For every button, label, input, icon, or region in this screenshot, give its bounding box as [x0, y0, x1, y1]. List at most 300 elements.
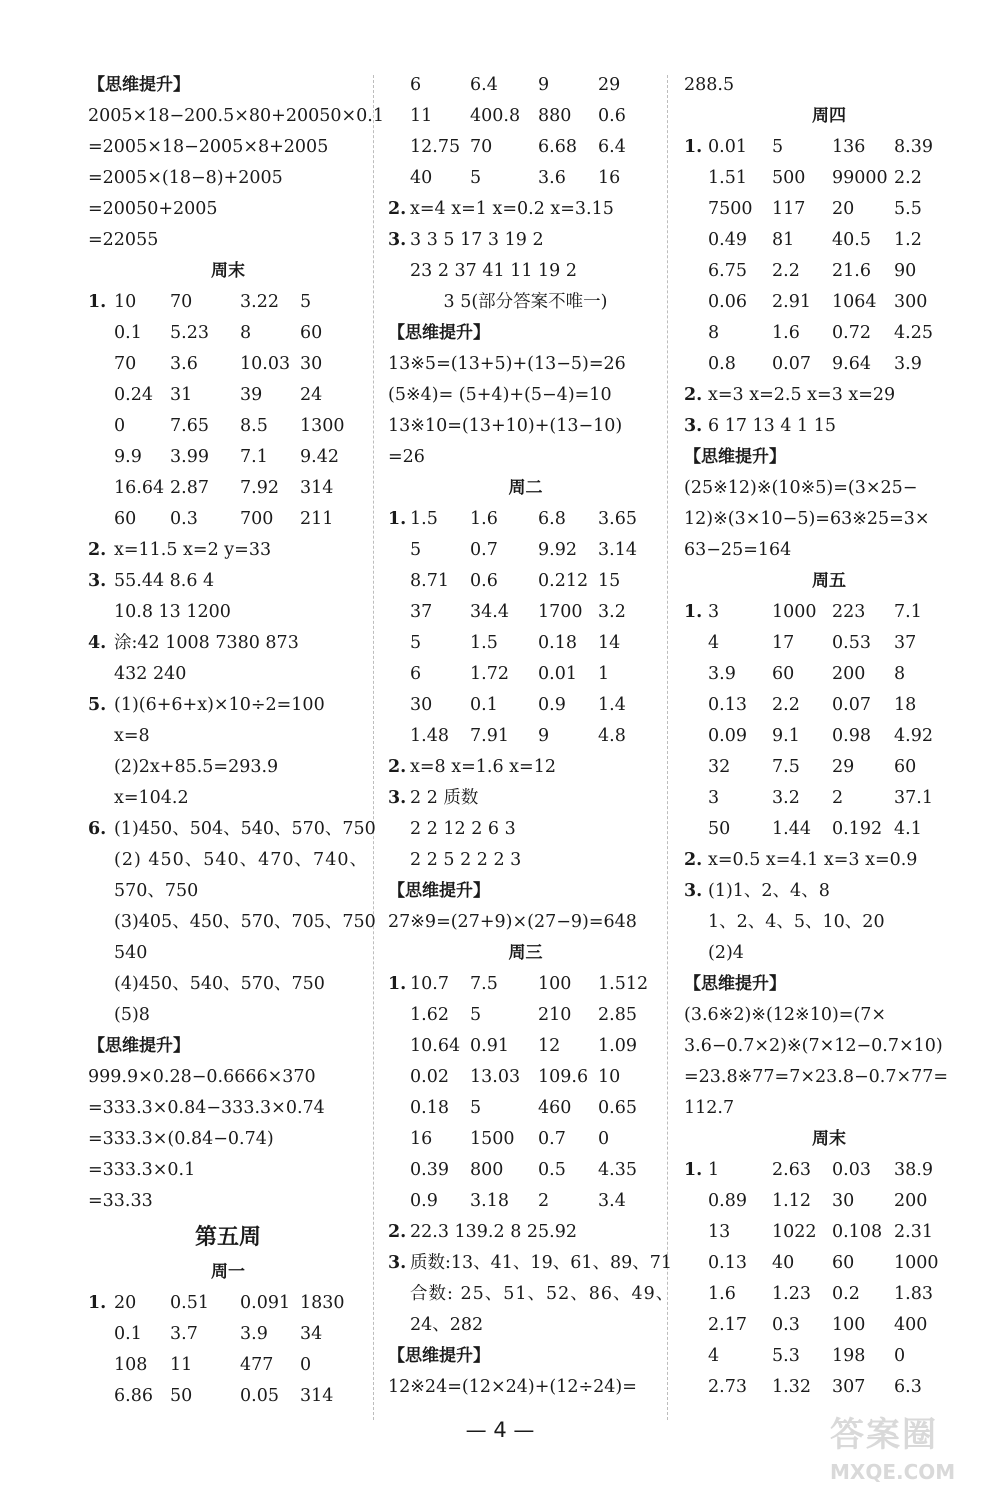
answer-cell: 117	[772, 199, 806, 219]
answer-cell: 9	[538, 75, 550, 95]
answer-cell: 60	[300, 323, 323, 343]
answer-line	[388, 1279, 675, 1310]
day-heading: 周末	[812, 1129, 846, 1149]
answer-cell: 0.24	[114, 385, 153, 405]
answer-cell: 3.18	[470, 1191, 509, 1211]
answer-cell: 15	[598, 571, 621, 591]
answer-cell: 211	[300, 509, 334, 529]
answer-line	[388, 411, 663, 442]
answer-row	[388, 504, 663, 535]
answer-cell: 100	[832, 1315, 866, 1335]
answer-cell: 1.72	[470, 664, 509, 684]
answer-line	[88, 659, 368, 690]
answer-cell: 2.63	[772, 1160, 811, 1180]
answer-cell: 0.091	[240, 1293, 291, 1313]
answer-row	[388, 1000, 663, 1031]
answer-cell: 29	[832, 757, 855, 777]
answer-cell: 5.5	[894, 199, 922, 219]
answer-text: 12)※(3×10−5)=63※25=3×	[684, 509, 930, 529]
answer-line	[88, 1062, 368, 1093]
answer-cell: 3.4	[598, 1191, 626, 1211]
answer-text: =2005×(18−8)+2005	[88, 168, 283, 188]
answer-row	[388, 1186, 663, 1217]
answer-cell: 0.98	[832, 726, 871, 746]
answer-line	[88, 938, 368, 969]
answer-cell: 1.2	[894, 230, 922, 250]
answer-cell: 460	[538, 1098, 572, 1118]
question-number: 3.	[684, 416, 703, 436]
answer-text: x=0.5 x=4.1 x=3 x=0.9	[708, 850, 918, 870]
answer-cell: 1.44	[772, 819, 811, 839]
answer-row	[388, 969, 663, 1000]
answer-cell: 7.1	[894, 602, 922, 622]
answer-text: (2)2x+85.5=293.9	[114, 757, 279, 777]
answer-text: 涂:42 1008 7380 873	[114, 633, 299, 653]
day-heading: 周三	[508, 943, 543, 963]
answer-cell: 2.31	[894, 1222, 933, 1242]
answer-line	[388, 752, 663, 783]
answer-cell: 12.75	[410, 137, 461, 157]
answer-cell: 2.87	[170, 478, 209, 498]
answer-row	[684, 1279, 974, 1310]
answer-cell: 223	[832, 602, 866, 622]
answer-line	[88, 907, 376, 938]
answer-text: =26	[388, 447, 425, 467]
answer-text: 55.44 8.6 4	[114, 571, 215, 591]
answer-cell: 40	[410, 168, 433, 188]
answer-cell: 0	[598, 1129, 610, 1149]
answer-line	[388, 1248, 673, 1279]
answer-row	[684, 597, 974, 628]
answer-cell: 5	[410, 540, 422, 560]
answer-row	[684, 194, 974, 225]
answer-line	[388, 442, 663, 473]
answer-line	[88, 752, 368, 783]
answer-line	[388, 256, 663, 287]
answer-row	[388, 628, 663, 659]
answer-row	[684, 783, 974, 814]
answer-cell: 14	[598, 633, 621, 653]
answer-row	[684, 1186, 974, 1217]
answer-row	[684, 225, 974, 256]
answer-line	[684, 380, 974, 411]
answer-cell: 400	[894, 1315, 928, 1335]
answer-cell: 40	[772, 1253, 795, 1273]
answer-cell: 0.108	[832, 1222, 883, 1242]
thinking-section-title: 【思维提升】	[388, 1346, 490, 1366]
answer-text: 13※10=(13+10)+(13−10)	[388, 416, 623, 436]
question-number: 3.	[388, 230, 407, 250]
answer-line	[388, 814, 663, 845]
answer-text: (1)450、504、540、570、750	[114, 819, 376, 839]
answer-text: =333.3×0.1	[88, 1160, 196, 1180]
question-number: 2.	[388, 1222, 407, 1242]
answer-text: 24、282	[410, 1315, 484, 1335]
day-heading: 周末	[211, 261, 245, 281]
answer-cell: 8	[708, 323, 720, 343]
answer-row	[388, 690, 663, 721]
answer-cell: 0.6	[470, 571, 498, 591]
answer-line	[88, 194, 368, 225]
answer-cell: 37	[894, 633, 917, 653]
answer-line	[88, 690, 368, 721]
answer-cell: 5	[470, 1098, 482, 1118]
answer-cell: 37.1	[894, 788, 933, 808]
answer-row	[388, 1124, 663, 1155]
answer-cell: 10.03	[240, 354, 291, 374]
answer-cell: 1.6	[772, 323, 800, 343]
answer-cell: 307	[832, 1377, 866, 1397]
answer-cell: 880	[538, 106, 572, 126]
answer-line	[684, 535, 974, 566]
answer-cell: 1	[598, 664, 610, 684]
question-number: 1.	[88, 292, 107, 312]
answer-text: (3)405、450、570、705、750	[114, 912, 376, 932]
answer-cell: 0.51	[170, 1293, 209, 1313]
day-heading: 周四	[812, 106, 846, 126]
answer-line	[684, 504, 974, 535]
answer-line	[88, 1000, 368, 1031]
answer-column-3	[684, 70, 974, 1403]
question-number: 5.	[88, 695, 107, 715]
column-divider-left	[373, 75, 374, 1420]
answer-row	[388, 535, 663, 566]
answer-cell: 6.86	[114, 1386, 153, 1406]
answer-text: x=11.5 x=2 y=33	[114, 540, 272, 560]
answer-cell: 100	[538, 974, 572, 994]
thinking-section-title: 【思维提升】	[388, 881, 490, 901]
answer-line	[88, 225, 368, 256]
answer-cell: 2.2	[772, 261, 800, 281]
answer-line	[388, 1372, 663, 1403]
answer-cell: 0.2	[832, 1284, 860, 1304]
answer-cell: 34.4	[470, 602, 509, 622]
answer-cell: 6	[410, 664, 422, 684]
answer-row	[88, 504, 368, 535]
answer-cell: 0.91	[470, 1036, 509, 1056]
answer-cell: 3.9	[240, 1324, 268, 1344]
answer-cell: 0.3	[772, 1315, 800, 1335]
answer-cell: 13.03	[470, 1067, 521, 1087]
answer-line	[88, 566, 368, 597]
answer-text: (3.6※2)※(12※10)=(7×	[684, 1005, 887, 1025]
answer-text: x=8	[114, 726, 150, 746]
answer-row	[88, 1319, 368, 1350]
answer-line	[684, 1093, 974, 1124]
answer-cell: 12	[538, 1036, 561, 1056]
answer-line	[684, 938, 974, 969]
answer-cell: 1.62	[410, 1005, 449, 1025]
answer-cell: 30	[410, 695, 433, 715]
answer-cell: 0.89	[708, 1191, 747, 1211]
answer-cell: 3.22	[240, 292, 279, 312]
answer-row	[684, 1310, 974, 1341]
answer-row	[88, 1350, 368, 1381]
answer-cell: 6.3	[894, 1377, 922, 1397]
answer-cell: 6.4	[598, 137, 626, 157]
answer-cell: 7.92	[240, 478, 279, 498]
watermark-logo-text: 答案圈	[830, 1415, 938, 1455]
answer-text: 2 2 12 2 6 3	[410, 819, 516, 839]
answer-line	[88, 721, 368, 752]
answer-cell: 2	[832, 788, 844, 808]
answer-row	[88, 287, 368, 318]
answer-cell: 1.09	[598, 1036, 637, 1056]
answer-text: =333.3×(0.84−0.74)	[88, 1129, 274, 1149]
answer-cell: 2.85	[598, 1005, 637, 1025]
question-number: 2.	[388, 199, 407, 219]
answer-line	[388, 194, 663, 225]
answer-line	[684, 1062, 974, 1093]
answer-line	[388, 783, 663, 814]
answer-row	[388, 163, 663, 194]
answer-text: =2005×18−2005×8+2005	[88, 137, 329, 157]
answer-cell: 8.39	[894, 137, 933, 157]
answer-cell: 198	[832, 1346, 866, 1366]
answer-line	[388, 907, 663, 938]
answer-cell: 1.12	[772, 1191, 811, 1211]
answer-line	[88, 535, 368, 566]
answer-cell: 4.25	[894, 323, 933, 343]
answer-cell: 70	[470, 137, 493, 157]
week-heading: 第五周	[194, 1224, 261, 1250]
answer-cell: 0.01	[708, 137, 747, 157]
answer-cell: 0.09	[708, 726, 747, 746]
answer-cell: 2.17	[708, 1315, 747, 1335]
answer-text: 288.5	[684, 75, 735, 95]
answer-cell: 1.5	[410, 509, 438, 529]
answer-text: 570、750	[114, 881, 199, 901]
question-number: 4.	[88, 633, 107, 653]
answer-row	[88, 380, 368, 411]
answer-text: (5※4)= (5+4)+(5−4)=10	[388, 385, 612, 405]
answer-row	[388, 1155, 663, 1186]
answer-cell: 1500	[470, 1129, 515, 1149]
answer-text: 12※24=(12×24)+(12÷24)=	[388, 1377, 637, 1397]
answer-row	[88, 1381, 368, 1412]
answer-cell: 16	[598, 168, 621, 188]
answer-cell: 0.07	[772, 354, 811, 374]
answer-cell: 1.51	[708, 168, 747, 188]
answer-cell: 5	[470, 1005, 482, 1025]
answer-cell: 0.13	[708, 695, 747, 715]
answer-cell: 1830	[300, 1293, 345, 1313]
answer-cell: 0.192	[832, 819, 883, 839]
answer-cell: 40.5	[832, 230, 871, 250]
answer-cell: 70	[170, 292, 193, 312]
answer-cell: 3.9	[894, 354, 922, 374]
answer-cell: 9.64	[832, 354, 871, 374]
answer-line	[88, 845, 368, 876]
answer-text: x=104.2	[114, 788, 189, 808]
answer-cell: 0.49	[708, 230, 747, 250]
answer-cell: 3	[708, 602, 720, 622]
answer-cell: 0	[114, 416, 126, 436]
answer-row	[388, 1062, 663, 1093]
thinking-section-title: 【思维提升】	[88, 75, 190, 95]
answer-cell: 0.07	[832, 695, 871, 715]
question-number: 2.	[684, 850, 703, 870]
answer-cell: 60	[114, 509, 137, 529]
answer-cell: 800	[470, 1160, 504, 1180]
answer-row	[88, 349, 368, 380]
answer-cell: 18	[894, 695, 917, 715]
answer-text: 2 2 5 2 2 2 3	[410, 850, 522, 870]
answer-line	[88, 628, 368, 659]
answer-cell: 1064	[832, 292, 877, 312]
answer-row	[684, 690, 974, 721]
answer-row	[88, 473, 368, 504]
answer-text: x=8 x=1.6 x=12	[410, 757, 556, 777]
answer-cell: 20	[114, 1293, 137, 1313]
answer-line	[88, 163, 368, 194]
answer-cell: 0.3	[170, 509, 198, 529]
answer-cell: 2	[538, 1191, 550, 1211]
answer-cell: 50	[708, 819, 731, 839]
answer-cell: 0.7	[538, 1129, 566, 1149]
answer-cell: 9.9	[114, 447, 142, 467]
answer-line	[684, 876, 974, 907]
answer-cell: 60	[832, 1253, 855, 1273]
answer-cell: 10	[598, 1067, 621, 1087]
answer-cell: 7.91	[470, 726, 509, 746]
question-number: 1.	[684, 602, 703, 622]
answer-line	[88, 969, 368, 1000]
answer-cell: 3.6	[538, 168, 566, 188]
answer-cell: 24	[300, 385, 323, 405]
answer-cell: 1.512	[598, 974, 649, 994]
answer-line	[388, 1217, 663, 1248]
answer-cell: 2.2	[894, 168, 922, 188]
answer-text: 23 2 37 41 11 19 2	[410, 261, 577, 281]
watermark-url: MXQE.COM	[830, 1460, 956, 1484]
answer-line	[684, 1031, 974, 1062]
answer-cell: 29	[598, 75, 621, 95]
answer-text: 3 5(部分答案不唯一)	[443, 292, 608, 312]
answer-cell: 9.42	[300, 447, 339, 467]
answer-cell: 5	[470, 168, 482, 188]
answer-text: 63−25=164	[684, 540, 792, 560]
answer-cell: 9.92	[538, 540, 577, 560]
answer-cell: 4.35	[598, 1160, 637, 1180]
answer-cell: 4	[708, 633, 720, 653]
answer-line	[88, 814, 376, 845]
answer-cell: 3	[708, 788, 720, 808]
answer-text: (4)450、540、570、750	[114, 974, 325, 994]
answer-cell: 1700	[538, 602, 583, 622]
answer-row	[684, 721, 974, 752]
answer-cell: 400.8	[470, 106, 521, 126]
answer-line	[388, 1310, 663, 1341]
answer-cell: 0.01	[538, 664, 577, 684]
answer-row	[88, 442, 368, 473]
answer-cell: 7.5	[470, 974, 498, 994]
answer-cell: 1022	[772, 1222, 817, 1242]
answer-cell: 0	[300, 1355, 312, 1375]
answer-row	[388, 101, 663, 132]
answer-cell: 0	[894, 1346, 906, 1366]
question-number: 1.	[684, 137, 703, 157]
answer-row	[388, 721, 663, 752]
column-divider-right	[667, 75, 668, 1420]
answer-cell: 5	[300, 292, 312, 312]
answer-text: =333.3×0.84−333.3×0.74	[88, 1098, 325, 1118]
answer-cell: 2.2	[772, 695, 800, 715]
answer-line	[684, 473, 974, 504]
answer-line	[388, 380, 663, 411]
answer-cell: 3.9	[708, 664, 736, 684]
answer-cell: 1.5	[470, 633, 498, 653]
question-number: 3.	[388, 1253, 407, 1273]
answer-text: 540	[114, 943, 148, 963]
answer-text: 3.6−0.7×2)※(7×12−0.7×10)	[684, 1036, 943, 1056]
answer-cell: 200	[894, 1191, 928, 1211]
answer-text: 3 3 5 17 3 19 2	[410, 230, 544, 250]
answer-cell: 39	[240, 385, 263, 405]
answer-cell: 17	[772, 633, 795, 653]
answer-text: (1)(6+6+x)×10÷2=100	[114, 695, 325, 715]
thinking-section-title: 【思维提升】	[684, 974, 786, 994]
answer-cell: 0.212	[538, 571, 589, 591]
answer-row	[684, 1155, 974, 1186]
answer-line	[88, 783, 368, 814]
answer-cell: 0.9	[410, 1191, 438, 1211]
answer-cell: 4.1	[894, 819, 922, 839]
day-heading: 周五	[812, 571, 846, 591]
answer-cell: 3.65	[598, 509, 637, 529]
answer-cell: 6.68	[538, 137, 577, 157]
answer-cell: 200	[832, 664, 866, 684]
answer-cell: 0.6	[598, 106, 626, 126]
answer-text: (2) 450、540、470、740、	[114, 850, 368, 870]
answer-cell: 8	[240, 323, 252, 343]
answer-cell: 9.1	[772, 726, 800, 746]
answer-row	[388, 70, 663, 101]
answer-cell: 0.72	[832, 323, 871, 343]
answer-cell: 10.7	[410, 974, 449, 994]
answer-cell: 34	[300, 1324, 323, 1344]
answer-cell: 3.2	[598, 602, 626, 622]
answer-cell: 477	[240, 1355, 274, 1375]
answer-text: 6 17 13 4 1 15	[708, 416, 837, 436]
answer-cell: 1.48	[410, 726, 449, 746]
answer-text: 1、2、4、5、10、20	[708, 912, 885, 932]
answer-row	[684, 318, 974, 349]
answer-cell: 0.9	[538, 695, 566, 715]
answer-line	[88, 101, 384, 132]
answer-cell: 1.23	[772, 1284, 811, 1304]
answer-cell: 500	[772, 168, 806, 188]
answer-cell: 0.5	[538, 1160, 566, 1180]
answer-cell: 8	[894, 664, 906, 684]
answer-text: 999.9×0.28−0.6666×370	[88, 1067, 316, 1087]
answer-cell: 0.1	[114, 323, 142, 343]
answer-cell: 7500	[708, 199, 753, 219]
answer-cell: 1000	[772, 602, 817, 622]
question-number: 3.	[88, 571, 107, 591]
answer-column-2	[388, 70, 675, 1403]
answer-cell: 6.4	[470, 75, 498, 95]
question-number: 2.	[684, 385, 703, 405]
answer-cell: 4.8	[598, 726, 626, 746]
answer-cell: 31	[170, 385, 193, 405]
answer-cell: 10	[114, 292, 137, 312]
answer-text: 质数:13、41、19、61、89、71	[410, 1253, 673, 1273]
answer-cell: 32	[708, 757, 731, 777]
answer-text: 2 2 质数	[410, 788, 479, 808]
answer-line	[88, 597, 368, 628]
answer-row	[388, 132, 663, 163]
